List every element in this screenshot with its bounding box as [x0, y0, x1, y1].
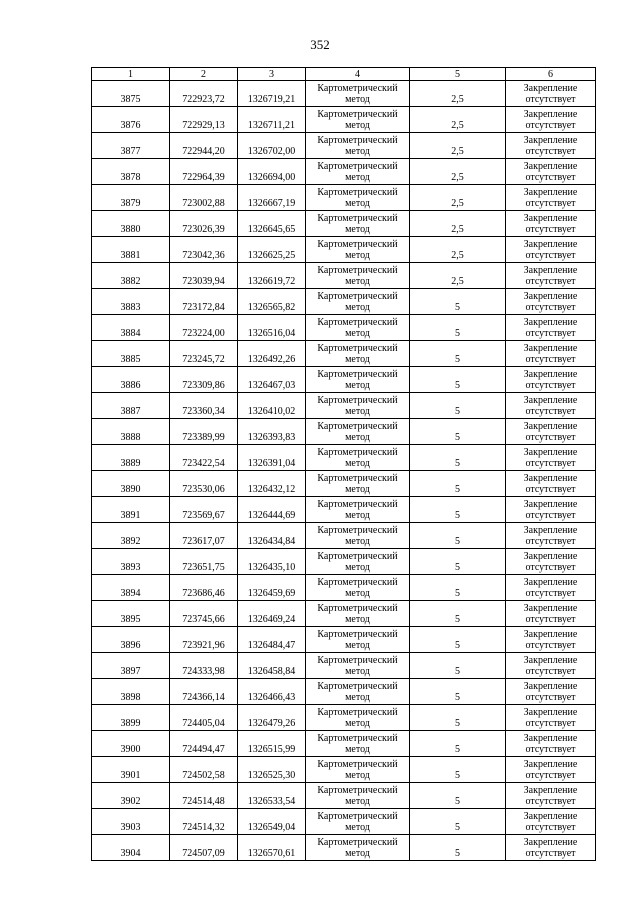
accuracy-cell: 2,5	[410, 185, 506, 211]
accuracy-cell: 5	[410, 393, 506, 419]
table-row	[92, 757, 596, 783]
y-coordinate-cell: 1326619,72	[238, 263, 306, 289]
x-coordinate-cell: 723002,88	[170, 185, 238, 211]
y-coordinate-cell: 1326492,26	[238, 341, 306, 367]
y-coordinate-cell: 1326702,00	[238, 133, 306, 159]
y-coordinate-cell: 1326393,83	[238, 419, 306, 445]
point-number-cell: 3900	[92, 731, 170, 757]
y-coordinate-cell: 1326645,65	[238, 211, 306, 237]
point-number-cell: 3890	[92, 471, 170, 497]
point-number-cell: 3903	[92, 809, 170, 835]
accuracy-cell: 5	[410, 679, 506, 705]
method-cell: Картометрический метод	[306, 783, 410, 809]
x-coordinate-cell: 724405,04	[170, 705, 238, 731]
fixing-cell: Закрепление отсутствует	[506, 393, 596, 419]
table-row	[92, 575, 596, 601]
method-cell: Картометрический метод	[306, 419, 410, 445]
method-cell: Картометрический метод	[306, 757, 410, 783]
method-cell: Картометрический метод	[306, 393, 410, 419]
point-number-cell: 3885	[92, 341, 170, 367]
point-number-cell: 3888	[92, 419, 170, 445]
accuracy-cell: 5	[410, 445, 506, 471]
point-number-cell: 3887	[92, 393, 170, 419]
point-number-cell: 3877	[92, 133, 170, 159]
fixing-cell: Закрепление отсутствует	[506, 783, 596, 809]
point-number-cell: 3882	[92, 263, 170, 289]
fixing-cell: Закрепление отсутствует	[506, 679, 596, 705]
y-coordinate-cell: 1326444,69	[238, 497, 306, 523]
accuracy-cell: 5	[410, 705, 506, 731]
method-cell: Картометрический метод	[306, 679, 410, 705]
x-coordinate-cell: 723617,07	[170, 523, 238, 549]
table-row	[92, 523, 596, 549]
x-coordinate-cell: 724502,58	[170, 757, 238, 783]
point-number-cell: 3876	[92, 107, 170, 133]
table-row	[92, 809, 596, 835]
point-number-cell: 3893	[92, 549, 170, 575]
table-row	[92, 549, 596, 575]
x-coordinate-cell: 723042,36	[170, 237, 238, 263]
table-row	[92, 731, 596, 757]
x-coordinate-cell: 723026,39	[170, 211, 238, 237]
y-coordinate-cell: 1326435,10	[238, 549, 306, 575]
y-coordinate-cell: 1326434,84	[238, 523, 306, 549]
x-coordinate-cell: 722944,20	[170, 133, 238, 159]
point-number-cell: 3879	[92, 185, 170, 211]
method-cell: Картометрический метод	[306, 835, 410, 861]
point-number-cell: 3897	[92, 653, 170, 679]
table-row	[92, 263, 596, 289]
fixing-cell: Закрепление отсутствует	[506, 159, 596, 185]
table-row	[92, 393, 596, 419]
method-cell: Картометрический метод	[306, 289, 410, 315]
column-header: 4	[306, 68, 410, 81]
y-coordinate-cell: 1326667,19	[238, 185, 306, 211]
accuracy-cell: 5	[410, 601, 506, 627]
method-cell: Картометрический метод	[306, 471, 410, 497]
method-cell: Картометрический метод	[306, 211, 410, 237]
point-number-cell: 3878	[92, 159, 170, 185]
table-row	[92, 419, 596, 445]
accuracy-cell: 5	[410, 549, 506, 575]
fixing-cell: Закрепление отсутствует	[506, 523, 596, 549]
point-number-cell: 3895	[92, 601, 170, 627]
table-row	[92, 211, 596, 237]
point-number-cell: 3894	[92, 575, 170, 601]
method-cell: Картометрический метод	[306, 809, 410, 835]
y-coordinate-cell: 1326466,43	[238, 679, 306, 705]
method-cell: Картометрический метод	[306, 523, 410, 549]
x-coordinate-cell: 724366,14	[170, 679, 238, 705]
fixing-cell: Закрепление отсутствует	[506, 133, 596, 159]
y-coordinate-cell: 1326565,82	[238, 289, 306, 315]
accuracy-cell: 5	[410, 783, 506, 809]
x-coordinate-cell: 723422,54	[170, 445, 238, 471]
x-coordinate-cell: 724494,47	[170, 731, 238, 757]
point-number-cell: 3889	[92, 445, 170, 471]
fixing-cell: Закрепление отсутствует	[506, 471, 596, 497]
table-row	[92, 653, 596, 679]
accuracy-cell: 5	[410, 367, 506, 393]
y-coordinate-cell: 1326432,12	[238, 471, 306, 497]
y-coordinate-cell: 1326458,84	[238, 653, 306, 679]
fixing-cell: Закрепление отсутствует	[506, 809, 596, 835]
x-coordinate-cell: 723569,67	[170, 497, 238, 523]
y-coordinate-cell: 1326479,26	[238, 705, 306, 731]
table-row	[92, 107, 596, 133]
method-cell: Картометрический метод	[306, 575, 410, 601]
y-coordinate-cell: 1326484,47	[238, 627, 306, 653]
accuracy-cell: 2,5	[410, 107, 506, 133]
point-number-cell: 3883	[92, 289, 170, 315]
method-cell: Картометрический метод	[306, 263, 410, 289]
method-cell: Картометрический метод	[306, 653, 410, 679]
method-cell: Картометрический метод	[306, 731, 410, 757]
table-row	[92, 289, 596, 315]
table-row	[92, 601, 596, 627]
fixing-cell: Закрепление отсутствует	[506, 445, 596, 471]
y-coordinate-cell: 1326533,54	[238, 783, 306, 809]
point-number-cell: 3904	[92, 835, 170, 861]
fixing-cell: Закрепление отсутствует	[506, 185, 596, 211]
fixing-cell: Закрепление отсутствует	[506, 705, 596, 731]
fixing-cell: Закрепление отсутствует	[506, 601, 596, 627]
y-coordinate-cell: 1326549,04	[238, 809, 306, 835]
table-row	[92, 133, 596, 159]
method-cell: Картометрический метод	[306, 159, 410, 185]
table-row	[92, 237, 596, 263]
accuracy-cell: 2,5	[410, 211, 506, 237]
accuracy-cell: 5	[410, 835, 506, 861]
y-coordinate-cell: 1326459,69	[238, 575, 306, 601]
accuracy-cell: 5	[410, 653, 506, 679]
point-number-cell: 3881	[92, 237, 170, 263]
column-header: 3	[238, 68, 306, 81]
y-coordinate-cell: 1326515,99	[238, 731, 306, 757]
x-coordinate-cell: 724507,09	[170, 835, 238, 861]
fixing-cell: Закрепление отсутствует	[506, 757, 596, 783]
table-row	[92, 471, 596, 497]
table-row	[92, 445, 596, 471]
method-cell: Картометрический метод	[306, 627, 410, 653]
x-coordinate-cell: 723686,46	[170, 575, 238, 601]
fixing-cell: Закрепление отсутствует	[506, 81, 596, 107]
x-coordinate-cell: 723245,72	[170, 341, 238, 367]
accuracy-cell: 2,5	[410, 81, 506, 107]
accuracy-cell: 5	[410, 471, 506, 497]
x-coordinate-cell: 724333,98	[170, 653, 238, 679]
x-coordinate-cell: 722964,39	[170, 159, 238, 185]
column-header: 1	[92, 68, 170, 81]
table-row	[92, 159, 596, 185]
table-row	[92, 315, 596, 341]
table-row	[92, 367, 596, 393]
fixing-cell: Закрепление отсутствует	[506, 237, 596, 263]
fixing-cell: Закрепление отсутствует	[506, 263, 596, 289]
point-number-cell: 3901	[92, 757, 170, 783]
table-header-row	[92, 68, 596, 81]
y-coordinate-cell: 1326516,04	[238, 315, 306, 341]
y-coordinate-cell: 1326570,61	[238, 835, 306, 861]
fixing-cell: Закрепление отсутствует	[506, 107, 596, 133]
point-number-cell: 3884	[92, 315, 170, 341]
y-coordinate-cell: 1326711,21	[238, 107, 306, 133]
x-coordinate-cell: 723360,34	[170, 393, 238, 419]
fixing-cell: Закрепление отсутствует	[506, 315, 596, 341]
x-coordinate-cell: 722929,13	[170, 107, 238, 133]
fixing-cell: Закрепление отсутствует	[506, 835, 596, 861]
x-coordinate-cell: 722923,72	[170, 81, 238, 107]
point-number-cell: 3891	[92, 497, 170, 523]
method-cell: Картометрический метод	[306, 81, 410, 107]
y-coordinate-cell: 1326469,24	[238, 601, 306, 627]
accuracy-cell: 5	[410, 341, 506, 367]
method-cell: Картометрический метод	[306, 341, 410, 367]
fixing-cell: Закрепление отсутствует	[506, 419, 596, 445]
fixing-cell: Закрепление отсутствует	[506, 341, 596, 367]
point-number-cell: 3875	[92, 81, 170, 107]
accuracy-cell: 5	[410, 627, 506, 653]
method-cell: Картометрический метод	[306, 497, 410, 523]
fixing-cell: Закрепление отсутствует	[506, 497, 596, 523]
fixing-cell: Закрепление отсутствует	[506, 653, 596, 679]
x-coordinate-cell: 723530,06	[170, 471, 238, 497]
table-row	[92, 679, 596, 705]
x-coordinate-cell: 723309,86	[170, 367, 238, 393]
y-coordinate-cell: 1326625,25	[238, 237, 306, 263]
column-header: 2	[170, 68, 238, 81]
column-header: 5	[410, 68, 506, 81]
accuracy-cell: 2,5	[410, 133, 506, 159]
y-coordinate-cell: 1326410,02	[238, 393, 306, 419]
point-number-cell: 3892	[92, 523, 170, 549]
y-coordinate-cell: 1326694,00	[238, 159, 306, 185]
y-coordinate-cell: 1326525,30	[238, 757, 306, 783]
table-row	[92, 185, 596, 211]
x-coordinate-cell: 723172,84	[170, 289, 238, 315]
method-cell: Картометрический метод	[306, 315, 410, 341]
method-cell: Картометрический метод	[306, 133, 410, 159]
x-coordinate-cell: 723651,75	[170, 549, 238, 575]
table-row	[92, 783, 596, 809]
point-number-cell: 3880	[92, 211, 170, 237]
accuracy-cell: 5	[410, 757, 506, 783]
table-row	[92, 627, 596, 653]
point-number-cell: 3886	[92, 367, 170, 393]
fixing-cell: Закрепление отсутствует	[506, 211, 596, 237]
accuracy-cell: 2,5	[410, 263, 506, 289]
method-cell: Картометрический метод	[306, 185, 410, 211]
fixing-cell: Закрепление отсутствует	[506, 731, 596, 757]
table-row	[92, 705, 596, 731]
method-cell: Картометрический метод	[306, 549, 410, 575]
y-coordinate-cell: 1326391,04	[238, 445, 306, 471]
method-cell: Картометрический метод	[306, 601, 410, 627]
point-number-cell: 3896	[92, 627, 170, 653]
method-cell: Картометрический метод	[306, 445, 410, 471]
method-cell: Картометрический метод	[306, 107, 410, 133]
table-row	[92, 835, 596, 861]
method-cell: Картометрический метод	[306, 237, 410, 263]
x-coordinate-cell: 723224,00	[170, 315, 238, 341]
coordinates-table	[91, 67, 596, 861]
accuracy-cell: 5	[410, 497, 506, 523]
x-coordinate-cell: 723745,66	[170, 601, 238, 627]
column-header: 6	[506, 68, 596, 81]
x-coordinate-cell: 723039,94	[170, 263, 238, 289]
x-coordinate-cell: 724514,32	[170, 809, 238, 835]
accuracy-cell: 5	[410, 315, 506, 341]
point-number-cell: 3899	[92, 705, 170, 731]
x-coordinate-cell: 724514,48	[170, 783, 238, 809]
accuracy-cell: 5	[410, 289, 506, 315]
point-number-cell: 3902	[92, 783, 170, 809]
accuracy-cell: 2,5	[410, 159, 506, 185]
x-coordinate-cell: 723921,96	[170, 627, 238, 653]
method-cell: Картометрический метод	[306, 705, 410, 731]
y-coordinate-cell: 1326467,03	[238, 367, 306, 393]
method-cell: Картометрический метод	[306, 367, 410, 393]
fixing-cell: Закрепление отсутствует	[506, 289, 596, 315]
accuracy-cell: 5	[410, 419, 506, 445]
accuracy-cell: 2,5	[410, 237, 506, 263]
fixing-cell: Закрепление отсутствует	[506, 549, 596, 575]
table-row	[92, 497, 596, 523]
page-number: 352	[310, 37, 330, 52]
accuracy-cell: 5	[410, 731, 506, 757]
point-number-cell: 3898	[92, 679, 170, 705]
x-coordinate-cell: 723389,99	[170, 419, 238, 445]
fixing-cell: Закрепление отсутствует	[506, 367, 596, 393]
table-row	[92, 81, 596, 107]
accuracy-cell: 5	[410, 809, 506, 835]
fixing-cell: Закрепление отсутствует	[506, 627, 596, 653]
y-coordinate-cell: 1326719,21	[238, 81, 306, 107]
table-row	[92, 341, 596, 367]
accuracy-cell: 5	[410, 523, 506, 549]
fixing-cell: Закрепление отсутствует	[506, 575, 596, 601]
accuracy-cell: 5	[410, 575, 506, 601]
